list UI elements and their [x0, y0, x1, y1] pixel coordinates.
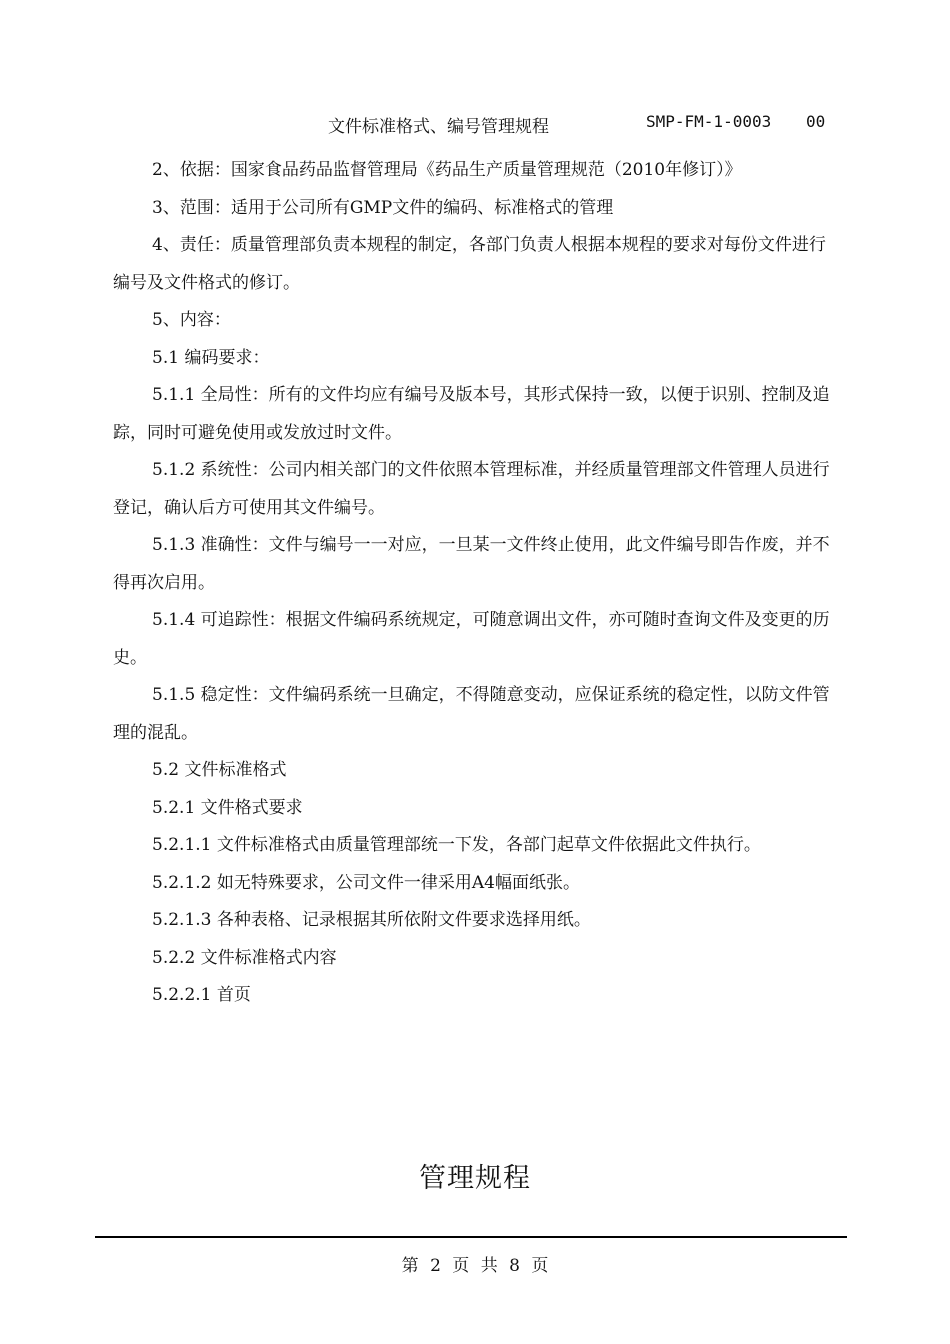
paragraph-5-2-1-1: 5.2.1.1 文件标准格式由质量管理部统一下发，各部门起草文件依据此文件执行。 [152, 835, 761, 855]
section-heading-5-2-2: 5.2.2 文件标准格式内容 [152, 947, 337, 968]
page-number: 第 2 页 共 8 页 [401, 1256, 549, 1276]
paragraph-5-1-5: 5.1.5 稳定性：文件编码系统一旦确定，不得随意变动，应保证系统的稳定性，以防文件管理的混乱。 [113, 685, 830, 743]
document-header [0, 110, 950, 138]
section-heading-5-2-1: 5.2.1 文件格式要求 [152, 797, 303, 818]
section-heading-5-1: 5.1 编码要求： [152, 347, 270, 368]
document-body [113, 152, 840, 1015]
paragraph-5-1-1: 5.1.1 全局性：所有的文件均应有编号及版本号，其形式保持一致，以便于识别、控制及追踪，同时可避免使用或发放过时文件。 [113, 385, 830, 443]
document-title: 文件标准格式、编号管理规程 [328, 117, 549, 137]
footer-title: 管理规程 [419, 1163, 531, 1194]
paragraph-5-2-1-2: 5.2.1.2 如无特殊要求，公司文件一律采用A4幅面纸张。 [152, 872, 580, 893]
document-version: 00 [806, 112, 826, 131]
document-code: SMP-FM-1-0003 [646, 112, 772, 131]
section-heading-5-2-2-1: 5.2.2.1 首页 [152, 985, 251, 1005]
paragraph-responsibility: 4、责任：质量管理部负责本规程的制定，各部门负责人根据本规程的要求对每份文件进行编号及文件格式的修订。 [113, 235, 826, 293]
paragraph-scope: 3、范围：适用于公司所有GMP文件的编码、标准格式的管理 [152, 197, 614, 218]
paragraph-content-heading: 5、内容： [152, 310, 231, 330]
paragraph-5-1-3: 5.1.3 准确性：文件与编号一一对应，一旦某一文件终止使用，此文件编号即告作废，并不得再次启用。 [113, 535, 830, 593]
paragraph-5-1-2: 5.1.2 系统性：公司内相关部门的文件依照本管理标准，并经质量管理部文件管理人员进行登记，确认后方可使用其文件编号。 [113, 460, 830, 518]
footer-divider [95, 1236, 847, 1238]
paragraph-5-1-4: 5.1.4 可追踪性：根据文件编码系统规定，可随意调出文件，亦可随时查询文件及变更的历史。 [113, 610, 830, 668]
section-heading-5-2: 5.2 文件标准格式 [152, 760, 287, 780]
paragraph-basis: 2、依据：国家食品药品监督管理局《药品生产质量管理规范（2010年修订）》 [152, 160, 742, 180]
paragraph-5-2-1-3: 5.2.1.3 各种表格、记录根据其所依附文件要求选择用纸。 [152, 910, 591, 930]
